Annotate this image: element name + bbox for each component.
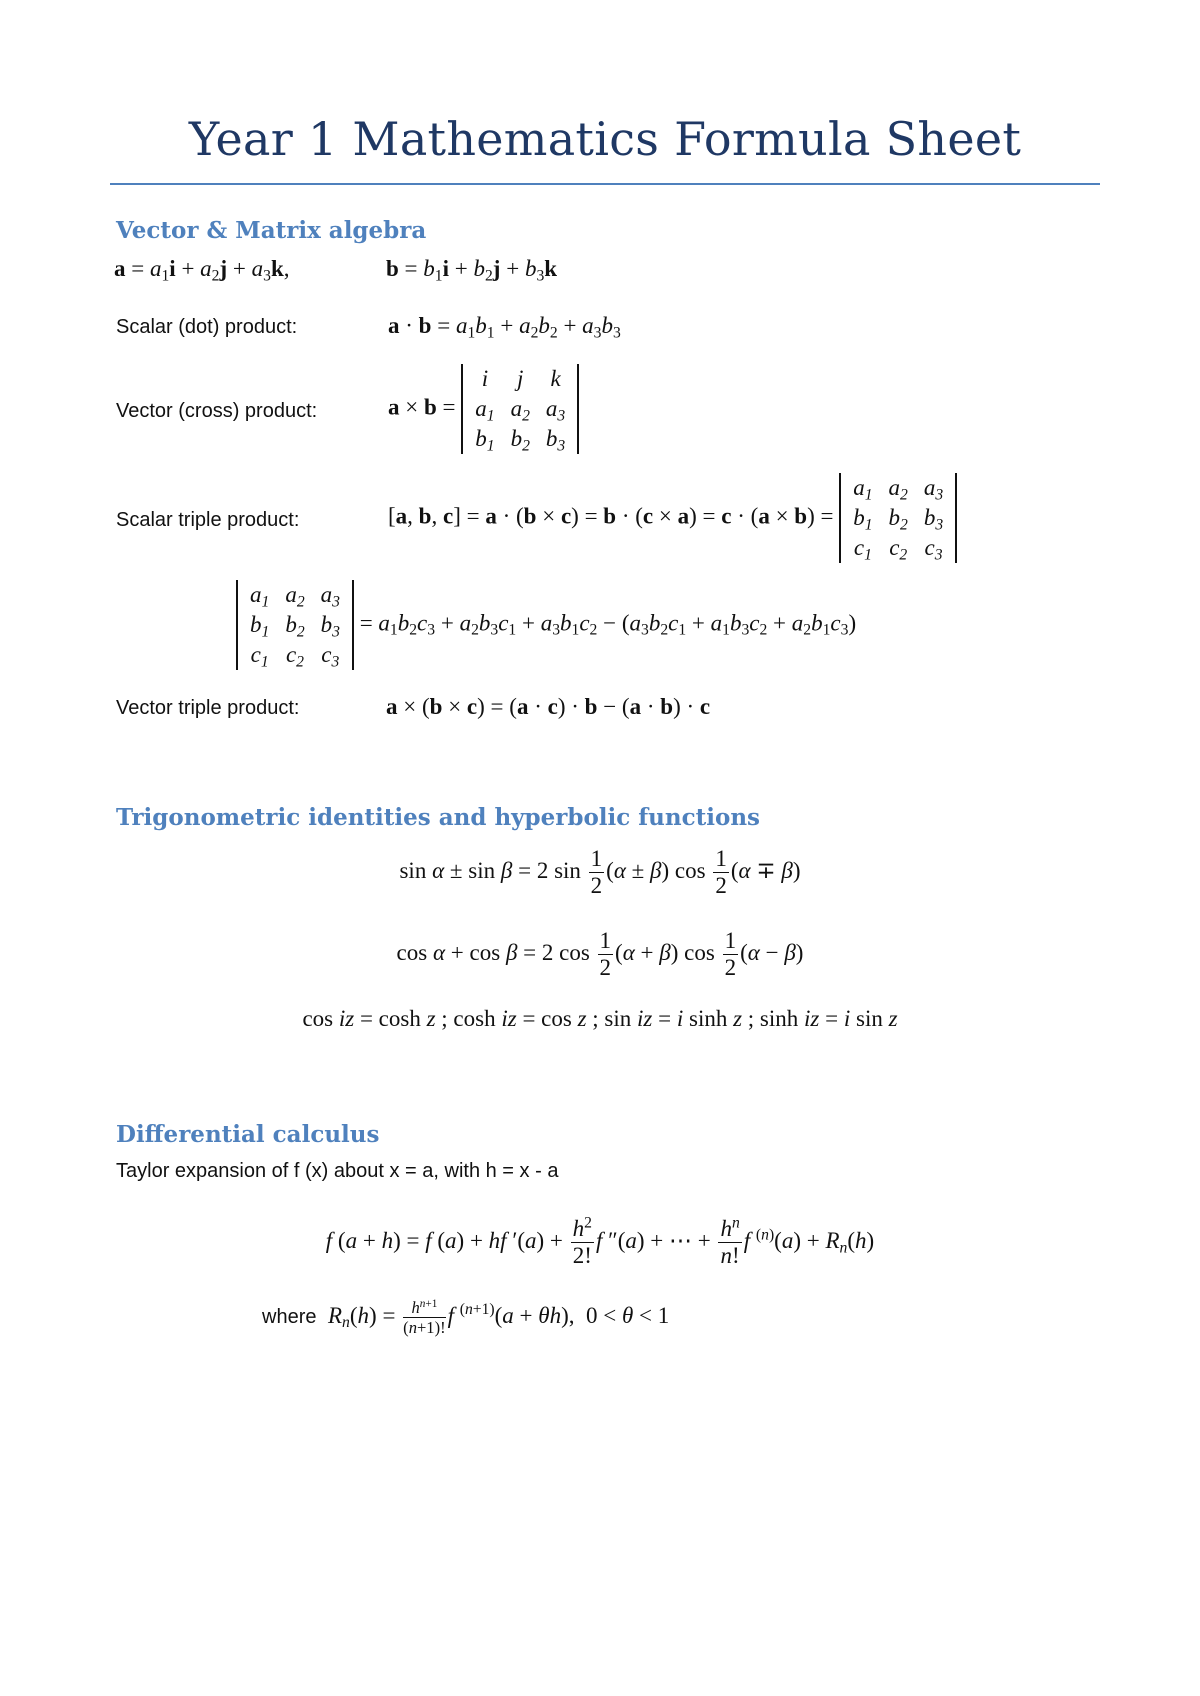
section-heading-trig: Trigonometric identities and hyperbolic functions	[116, 804, 760, 831]
vector-a-definition: $a = a_1i + a_2j + a_3k$,	[114, 256, 290, 285]
expansion-determinant: $a_1$ $a_2$ $a_3$ $b_1$ $b_2$ $b_3$ $c_1$ $c_2$ $c_3$	[236, 580, 354, 670]
scalar-triple-product-formula: [a, b, c] = a · (b × c) = b · (c × a) = c · (a × b) = $a_1$ $a_2$ $a_3$ $b_1$ $b_2$ $b_3$ $c_1$ $c_2$ $c_3$	[388, 473, 957, 563]
section-heading-differential: Differential calculus	[116, 1121, 380, 1148]
hyperbolic-identities: cos iz = cosh z ; cosh iz = cos z ; sin iz = i sinh z ; sinh iz = i sin z	[302, 1006, 898, 1031]
taylor-remainder-formula: where $R_n(h)$ = $\frac{h^{n+1}}{(n+1)!}$ f $^{(n+1)}$(a + θh), 0 < θ < 1	[262, 1297, 670, 1338]
scalar-dot-product-label: Scalar (dot) product:	[116, 316, 298, 338]
determinant-expansion-formula: $a_1$ $a_2$ $a_3$ $b_1$ $b_2$ $b_3$ $c_1$ $c_2$ $c_3$ = $a_1b_2c_3 + a_2b_3c_1 + a_3b_1c_2 - (a_3b_2c_1 + a_1b_3c_2 + a_2b_1c_3)$	[236, 580, 856, 670]
scalar-dot-product-formula: $a \cdot b = a_1b_1 + a_2b_2 + a_3b_3$	[388, 313, 621, 342]
triple-product-determinant: $a_1$ $a_2$ $a_3$ $b_1$ $b_2$ $b_3$ $c_1$ $c_2$ $c_3$	[839, 473, 957, 563]
taylor-expansion-intro: Taylor expansion of f (x) about x = a, with h = x - a	[116, 1160, 559, 1182]
section-heading-vector: Vector & Matrix algebra	[116, 217, 427, 244]
page-title: Year 1 Mathematics Formula Sheet	[188, 112, 1022, 166]
cos-sum-identity: cos α + cos β = 2 cos $\frac{1}{2}$ (α + β) cos $\frac{1}{2}$ (α − β)	[396, 928, 804, 981]
title-underline	[110, 183, 1100, 185]
vector-triple-product-label: Vector triple product:	[116, 697, 300, 719]
vector-triple-product-formula: a × (b × c) = (a · c) · b − (a · b) · c	[386, 694, 711, 719]
vector-cross-product-label: Vector (cross) product:	[116, 400, 318, 422]
sin-sum-identity: sin α ± sin β = 2 sin $\frac{1}{2}$ (α ± β) cos $\frac{1}{2}$ (α ∓ β)	[399, 846, 801, 899]
vector-b-definition: $b = b_1i + b_2j + b_3k$	[386, 256, 558, 285]
where-label: where	[262, 1305, 317, 1328]
cross-product-determinant: i j k $a_1$ $a_2$ $a_3$ $b_1$ $b_2$ $b_3$	[461, 364, 579, 454]
scalar-triple-product-label: Scalar triple product:	[116, 509, 300, 531]
vector-cross-product-formula: a × b = i j k $a_1$ $a_2$ $a_3$ $b_1$ $b_2$ $b_3$	[388, 364, 579, 454]
taylor-expansion-formula: f (a + h) = f (a) + hf ′(a) + $\frac{h^2}{2!}$ f ″(a) + ⋯ + $\frac{h^n}{n!}$ f $^{(n)}(a) + R_n(h)$	[325, 1214, 875, 1269]
